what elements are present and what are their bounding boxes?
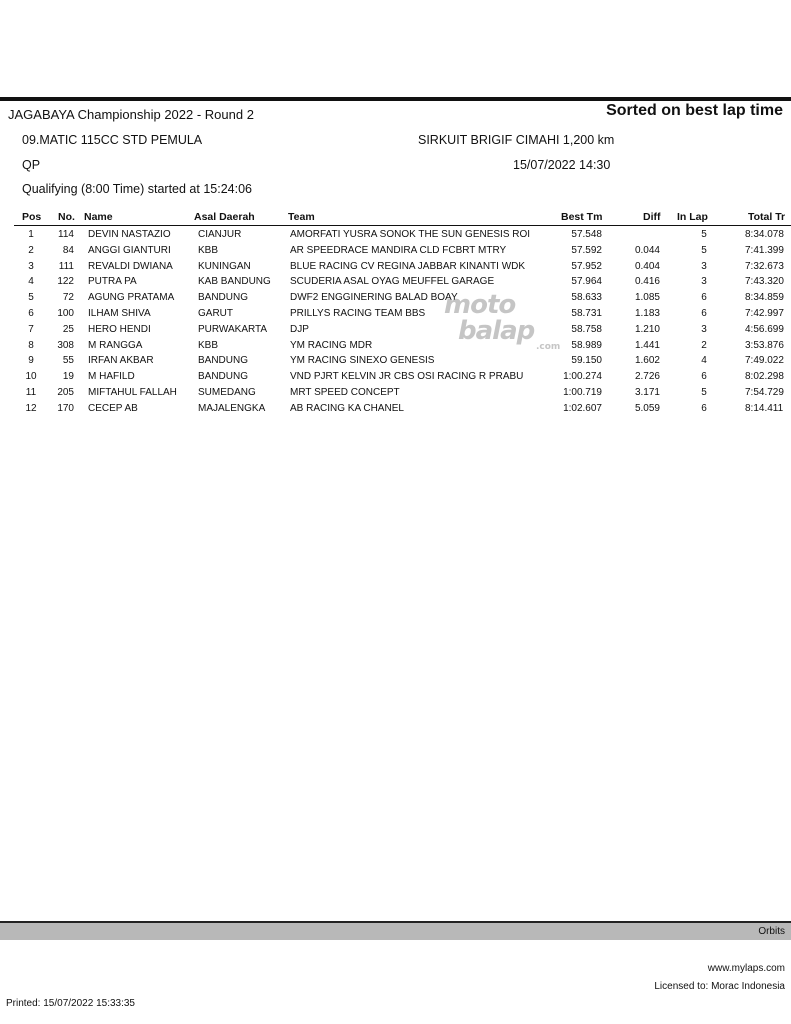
- qualifying-info: Qualifying (8:00 Time) started at 15:24:06: [22, 182, 252, 196]
- number-cell: 55: [62, 355, 74, 367]
- table-row: [0, 402, 791, 418]
- diff-cell: 1.183: [634, 307, 660, 319]
- in-lap-cell: 3: [701, 276, 707, 288]
- total-time-cell: 7:41.399: [745, 244, 784, 256]
- in-lap-cell: 4: [701, 355, 707, 367]
- best-time-cell: 58.758: [571, 323, 602, 335]
- table-row: [0, 244, 791, 260]
- printed-timestamp: Printed: 15/07/2022 15:33:35: [6, 998, 135, 1009]
- name-cell: ILHAM SHIVA: [88, 307, 151, 319]
- table-row: [0, 354, 791, 370]
- total-time-cell: 7:49.022: [745, 355, 784, 367]
- pos-cell: 4: [28, 276, 34, 288]
- pos-cell: 10: [25, 371, 37, 383]
- area-cell: SUMEDANG: [198, 386, 256, 398]
- in-lap-cell: 6: [701, 292, 707, 304]
- area-cell: PURWAKARTA: [198, 323, 268, 335]
- pos-cell: 8: [28, 339, 34, 351]
- pos-cell: 12: [25, 402, 37, 414]
- total-time-cell: 3:53.876: [745, 339, 784, 351]
- name-cell: HERO HENDI: [88, 323, 151, 335]
- pos-cell: 11: [25, 386, 37, 398]
- col-best: Best Tm: [561, 211, 603, 223]
- pos-cell: 3: [28, 260, 34, 272]
- best-time-cell: 57.964: [571, 276, 602, 288]
- name-cell: CECEP AB: [88, 402, 138, 414]
- number-cell: 308: [57, 339, 74, 351]
- results-table: [0, 228, 791, 418]
- team-cell: AR SPEEDRACE MANDIRA CLD FCBRT MTRY: [290, 244, 507, 256]
- name-cell: M RANGGA: [88, 339, 143, 351]
- total-time-cell: 8:34.078: [745, 229, 784, 240]
- table-row: [0, 386, 791, 402]
- total-time-cell: 8:02.298: [745, 371, 784, 383]
- name-cell: IRFAN AKBAR: [88, 355, 154, 367]
- in-lap-cell: 5: [701, 244, 707, 256]
- number-cell: 19: [62, 371, 74, 383]
- in-lap-cell: 3: [701, 323, 707, 335]
- best-time-cell: 58.989: [571, 339, 602, 351]
- area-cell: MAJALENGKA: [198, 402, 266, 414]
- name-cell: AGUNG PRATAMA: [88, 292, 175, 304]
- diff-cell: 1.602: [634, 355, 660, 367]
- race-class: 09.MATIC 115CC STD PEMULA: [22, 133, 203, 147]
- best-time-cell: 59.150: [571, 355, 602, 367]
- diff-cell: 1.441: [634, 339, 660, 351]
- table-row: [0, 228, 791, 244]
- diff-cell: 5.059: [634, 402, 660, 414]
- area-cell: CIANJUR: [198, 229, 242, 240]
- name-cell: ANGGI GIANTURI: [88, 244, 171, 256]
- top-rule: [0, 97, 791, 101]
- number-cell: 72: [62, 292, 74, 304]
- team-cell: VND PJRT KELVIN JR CBS OSI RACING R PRABU: [290, 371, 524, 383]
- pos-cell: 7: [28, 323, 34, 335]
- best-time-cell: 1:00.274: [563, 371, 602, 383]
- table-row: [0, 260, 791, 276]
- diff-cell: 1.210: [634, 323, 660, 335]
- number-cell: 111: [58, 260, 74, 272]
- in-lap-cell: 6: [701, 307, 707, 319]
- area-cell: BANDUNG: [198, 371, 249, 383]
- pos-cell: 5: [28, 292, 34, 304]
- in-lap-cell: 5: [701, 386, 707, 398]
- team-cell: DWF2 ENGGINERING BALAD BOAY: [290, 292, 458, 304]
- pos-cell: 1: [28, 229, 34, 240]
- in-lap-cell: 6: [701, 371, 707, 383]
- total-time-cell: 7:43.320: [745, 276, 784, 288]
- watermark-line1: moto: [444, 290, 516, 320]
- best-time-cell: 57.592: [571, 244, 602, 256]
- session-code: QP: [22, 158, 41, 172]
- number-cell: 25: [62, 323, 74, 335]
- col-area: Asal Daerah: [194, 211, 255, 223]
- col-pos: Pos: [22, 211, 42, 223]
- total-time-cell: 7:54.729: [745, 386, 784, 398]
- total-time-cell: 8:34.859: [745, 292, 784, 304]
- session-datetime: 15/07/2022 14:30: [513, 158, 611, 172]
- best-time-cell: 57.548: [571, 229, 602, 240]
- area-cell: KBB: [198, 244, 219, 256]
- area-cell: GARUT: [198, 307, 233, 319]
- col-no: No.: [58, 211, 75, 223]
- best-time-cell: 1:02.607: [563, 402, 602, 414]
- diff-cell: 3.171: [634, 386, 660, 398]
- total-time-cell: 7:42.997: [745, 307, 784, 319]
- col-diff: Diff: [643, 211, 661, 223]
- header-rule: [14, 225, 791, 226]
- in-lap-cell: 3: [701, 260, 707, 272]
- col-lap: In Lap: [677, 211, 708, 223]
- circuit-name: SIRKUIT BRIGIF CIMAHI 1,200 km: [418, 133, 615, 147]
- report-title: JAGABAYA Championship 2022 - Round 2: [8, 107, 254, 122]
- orbits-label: Orbits: [758, 926, 785, 937]
- name-cell: REVALDI DWIANA: [88, 260, 173, 272]
- diff-cell: 0.404: [634, 260, 660, 272]
- total-time-cell: 7:32.673: [745, 260, 784, 272]
- sort-label: Sorted on best lap time: [606, 102, 783, 119]
- table-row: [0, 291, 791, 307]
- best-time-cell: 58.731: [571, 307, 602, 319]
- table-row: [0, 339, 791, 355]
- table-row: [0, 275, 791, 291]
- diff-cell: 0.416: [634, 276, 660, 288]
- team-cell: AMORFATI YUSRA SONOK THE SUN GENESIS ROI: [290, 229, 531, 240]
- number-cell: 170: [57, 402, 74, 414]
- pos-cell: 9: [28, 355, 34, 367]
- table-row: [0, 323, 791, 339]
- total-time-cell: 4:56.699: [745, 323, 784, 335]
- team-cell: DJP: [290, 323, 309, 335]
- col-total: Total Tr: [748, 211, 786, 223]
- team-cell: BLUE RACING CV REGINA JABBAR KINANTI WDK: [290, 260, 526, 272]
- team-cell: SCUDERIA ASAL OYAG MEUFFEL GARAGE: [290, 276, 495, 288]
- pos-cell: 2: [28, 244, 34, 256]
- number-cell: 100: [57, 307, 74, 319]
- diff-cell: 2.726: [634, 371, 660, 383]
- team-cell: AB RACING KA CHANEL: [290, 402, 404, 414]
- team-cell: YM RACING SINEXO GENESIS: [290, 355, 435, 367]
- best-time-cell: 1:00.719: [563, 386, 602, 398]
- team-cell: PRILLYS RACING TEAM BBS: [290, 307, 426, 319]
- number-cell: 205: [57, 386, 74, 398]
- diff-cell: 0.044: [634, 244, 660, 256]
- name-cell: MIFTAHUL FALLAH: [88, 386, 177, 398]
- best-time-cell: 57.952: [571, 260, 602, 272]
- pos-cell: 6: [28, 307, 34, 319]
- license-info: Licensed to: Morac Indonesia: [654, 981, 785, 992]
- in-lap-cell: 5: [701, 229, 707, 240]
- name-cell: PUTRA PA: [88, 276, 137, 288]
- footer-bar: [0, 921, 791, 940]
- in-lap-cell: 6: [701, 402, 707, 414]
- diff-cell: 1.085: [634, 292, 660, 304]
- area-cell: BANDUNG: [198, 292, 249, 304]
- number-cell: 114: [58, 229, 74, 240]
- number-cell: 122: [57, 276, 74, 288]
- col-name: Name: [84, 211, 113, 223]
- website-link[interactable]: www.mylaps.com: [707, 963, 785, 974]
- team-cell: MRT SPEED CONCEPT: [290, 386, 400, 398]
- table-row: [0, 307, 791, 323]
- area-cell: KAB BANDUNG: [198, 276, 271, 288]
- table-row: [0, 370, 791, 386]
- area-cell: BANDUNG: [198, 355, 249, 367]
- watermark-suffix: .com: [536, 342, 561, 352]
- area-cell: KUNINGAN: [198, 260, 251, 272]
- total-time-cell: 8:14.411: [745, 402, 784, 414]
- name-cell: M HAFILD: [88, 371, 135, 383]
- name-cell: DEVIN NASTAZIO: [88, 229, 171, 240]
- area-cell: KBB: [198, 339, 219, 351]
- watermark-line2: balap: [458, 316, 535, 346]
- best-time-cell: 58.633: [571, 292, 602, 304]
- team-cell: YM RACING MDR: [290, 339, 373, 351]
- col-team: Team: [288, 211, 315, 223]
- in-lap-cell: 2: [701, 339, 707, 351]
- number-cell: 84: [62, 244, 74, 256]
